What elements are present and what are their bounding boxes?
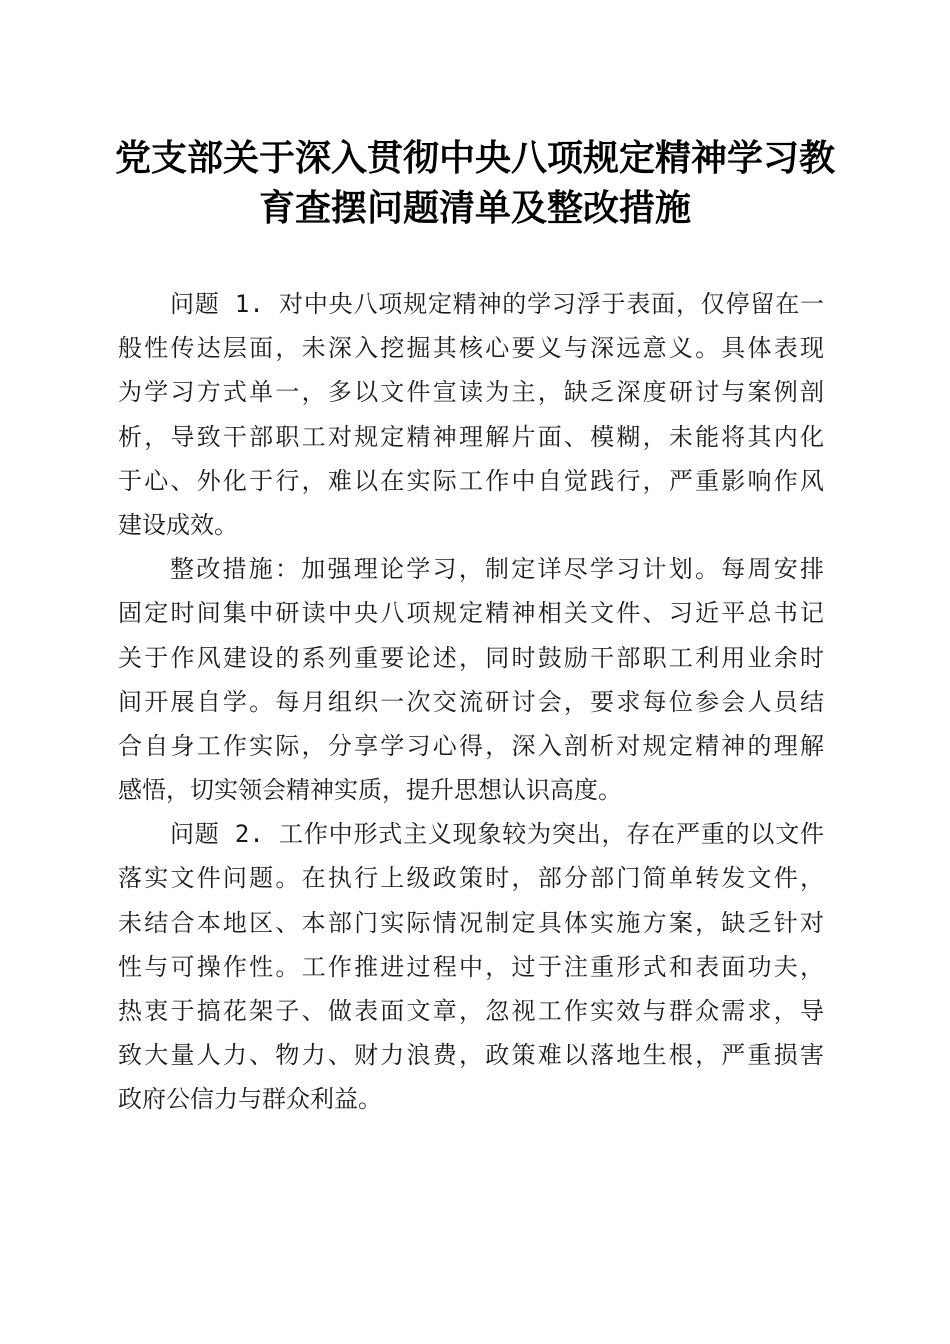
paragraph-problem-1 bbox=[118, 282, 824, 547]
paragraph-problem-2 bbox=[118, 812, 824, 1121]
text-line: 合自身工作实际，分享学习心得，深入剖析对规定精神的理解 bbox=[118, 731, 824, 760]
text-line: 于心、外化于行，难以在实际工作中自觉践行，严重影响作风 bbox=[118, 466, 824, 495]
text-line: 问题 1. 对中央八项规定精神的学习浮于表面，仅停留在一 bbox=[170, 290, 824, 318]
document-title bbox=[110, 133, 840, 233]
title-line: 育查摆问题清单及整改措施 bbox=[258, 187, 691, 229]
text-line: 热衷于搞花架子、做表面文章，忽视工作实效与群众需求，导 bbox=[118, 997, 824, 1025]
text-line: 致大量人力、物力、财力浪费，政策难以落地生根，严重损害 bbox=[118, 1041, 824, 1070]
text-line: 般性传达层面，未深入挖掘其核心要义与深远意义。具体表现 bbox=[118, 334, 824, 363]
text-line: 感悟，切实领会精神实质，提升思想认识高度。 bbox=[118, 776, 622, 805]
title-line: 党支部关于深入贯彻中央八项规定精神学习教 bbox=[114, 137, 835, 179]
text-line: 为学习方式单一，多以文件宣读为主，缺乏深度研讨与案例剖 bbox=[118, 378, 824, 407]
text-line: 间开展自学。每月组织一次交流研讨会，要求每位参会人员结 bbox=[118, 687, 824, 716]
text-line: 性与可操作性。工作推进过程中，过于注重形式和表面功夫， bbox=[118, 952, 824, 981]
paragraph-measures-1 bbox=[118, 547, 824, 812]
text-line: 固定时间集中研读中央八项规定精神相关文件、习近平总书记 bbox=[118, 599, 824, 628]
text-line: 落实文件问题。在执行上级政策时，部分部门简单转发文件， bbox=[118, 864, 824, 893]
text-line: 整改措施：加强理论学习，制定详尽学习计划。每周安排 bbox=[170, 555, 824, 584]
text-line: 未结合本地区、本部门实际情况制定具体实施方案，缺乏针对 bbox=[118, 908, 824, 937]
text-line: 关于作风建设的系列重要论述，同时鼓励干部职工利用业余时 bbox=[118, 643, 824, 672]
text-line: 政府公信力与群众利益。 bbox=[118, 1085, 382, 1114]
document-body bbox=[118, 282, 824, 1122]
text-line: 问题 2. 工作中形式主义现象较为突出，存在严重的以文件 bbox=[170, 820, 824, 849]
text-line: 建设成效。 bbox=[118, 510, 238, 539]
text-line: 析，导致干部职工对规定精神理解片面、模糊，未能将其内化 bbox=[118, 422, 824, 451]
